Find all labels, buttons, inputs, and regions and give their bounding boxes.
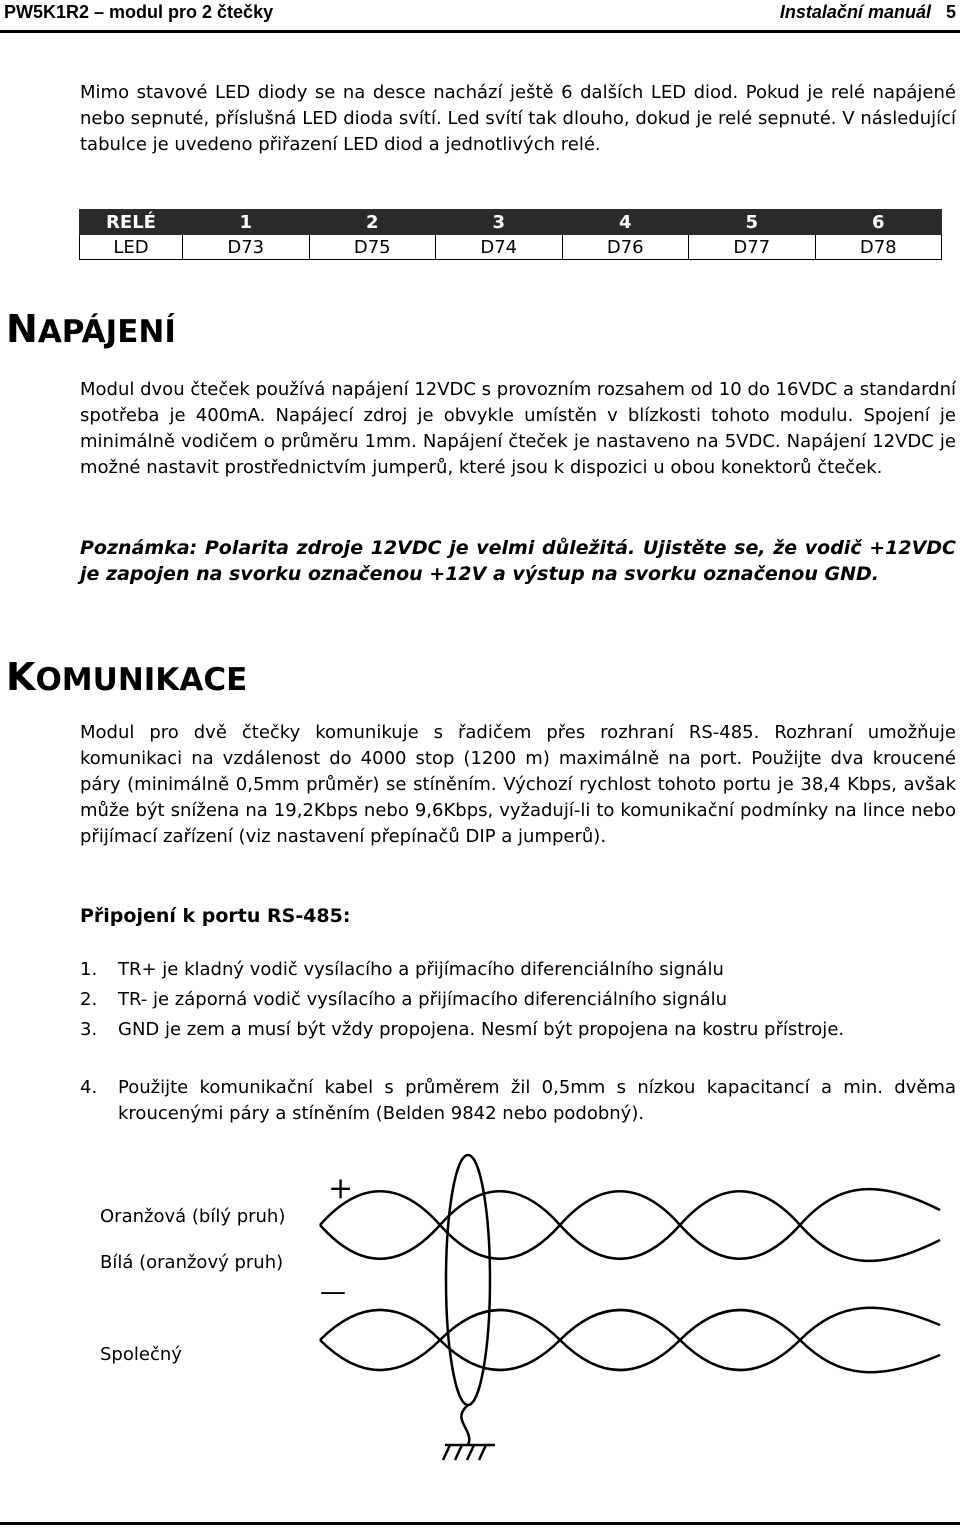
table-header-cell: RELÉ [80,210,183,235]
communication-heading-initial: K [6,655,36,699]
power-heading-initial: N [6,307,38,351]
manual-title-text: Instalační manuál [779,2,931,22]
table-header-cell: 5 [689,210,816,235]
list-item-text: TR- je záporná vodič vysílacího a přijímacího diferenciálního signálu [118,989,728,1010]
list-item-text: GND je zem a musí být vždy propojena. Nesmí být propojena na kostru přístroje. [118,1019,845,1040]
communication-paragraph: Modul pro dvě čtečky komunikuje s řadičem přes rozhraní RS-485. Rozhraní umožňuje komunikaci na vzdálenost do 4000 stop (1200 m) maximálně na port. Použijte dva kroucené páry (minimálně 0,5mm průměr) se stíněním. Výchozí rychlost tohoto portu je 38,4 Kbps, avšak může být snížena na 19,2Kbps nebo 9,6Kbps, vyžadují-li to komunikační podmínky na lince nebo přijímací zařízení (viz nastavení přepínačů DIP a jumperů). [80,722,956,847]
communication-heading-rest: OMUNIKACE [35,662,248,698]
table-header-cell: 3 [436,210,563,235]
footer-rule [0,1522,960,1525]
document-title: PW5K1R2 – modul pro 2 čtečky [4,2,274,22]
power-note: Poznámka: Polarita zdroje 12VDC je velmi důležitá. Ujistěte se, že vodič +12VDC je zapojen na svorku označenou +12V a výstup na svorku označenou GND. [80,537,956,585]
intro-paragraph: Mimo stavové LED diody se na desce nachází ještě 6 dalších LED diod. Pokud je relé napájené nebo sepnuté, příslušná LED dioda svítí. Led svítí tak dlouho, dokud je relé sepnuté. V následující tabulce je uvedeno přiřazení LED diod a jednotlivých relé. [80,82,956,155]
minus-sign: — [320,1277,346,1307]
wire-label-white: Bílá (oranžový pruh) [100,1252,284,1273]
table-header-cell: 2 [309,210,436,235]
manual-title [780,2,956,23]
page-number: 5 [945,2,956,22]
list-item-text: Použijte komunikační kabel s průměrem žil 0,5mm s nízkou kapacitancí a min. dvěma kroucenými páry a stíněním (Belden 9842 nebo podobný). [118,1077,956,1124]
table-cell: D77 [689,235,816,260]
power-paragraph: Modul dvou čteček používá napájení 12VDC s provozním rozsahem od 10 do 16VDC a standardní spotřeba je 400mA. Napájecí zdroj je obvykle umístěn v blízkosti tohoto modulu. Spojení je minimálně vodičem o průměru 1mm. Napájení čteček je nastaveno na 5VDC. Napájení 12VDC je možné nastavit prostřednictvím jumperů, které jsou k dispozici u obou konektorů čteček. [80,379,956,478]
list-item-number: 3. [80,1019,98,1040]
ground-icon [443,1445,495,1460]
list-item [80,987,956,1013]
list-item-text: TR+ je kladný vodič vysílacího a přijímacího diferenciálního signálu [118,959,724,980]
shield-ellipse [446,1155,490,1405]
communication-heading [6,655,247,699]
list-item-number: 1. [80,959,98,980]
ground-lead [461,1405,469,1445]
table-header-cell: 1 [183,210,310,235]
table-cell: D73 [183,235,310,260]
table-cell: D78 [815,235,942,260]
table-header-cell: 4 [562,210,689,235]
list-item-number: 2. [80,989,98,1010]
table-cell: D75 [309,235,436,260]
list-item [80,1017,956,1043]
wire-label-common: Společný [100,1344,182,1365]
power-heading-rest: APÁJENÍ [37,314,176,350]
table-row [80,235,942,260]
list-item [80,957,956,983]
table-header-cell: 6 [815,210,942,235]
rs485-subheading: Připojení k portu RS-485: [80,905,351,927]
led-relay-table [79,209,942,260]
table-cell: D76 [562,235,689,260]
table-cell: D74 [436,235,563,260]
header-rule [0,30,960,33]
list-item [80,1075,956,1127]
twisted-pair-diagram [300,1150,960,1470]
list-item-number: 4. [80,1077,98,1098]
wire-label-orange: Oranžová (bílý pruh) [100,1206,286,1227]
table-cell: LED [80,235,183,260]
page-header [0,0,960,28]
table-header-row [80,210,942,235]
plus-sign: + [328,1171,354,1206]
power-heading [6,307,176,351]
